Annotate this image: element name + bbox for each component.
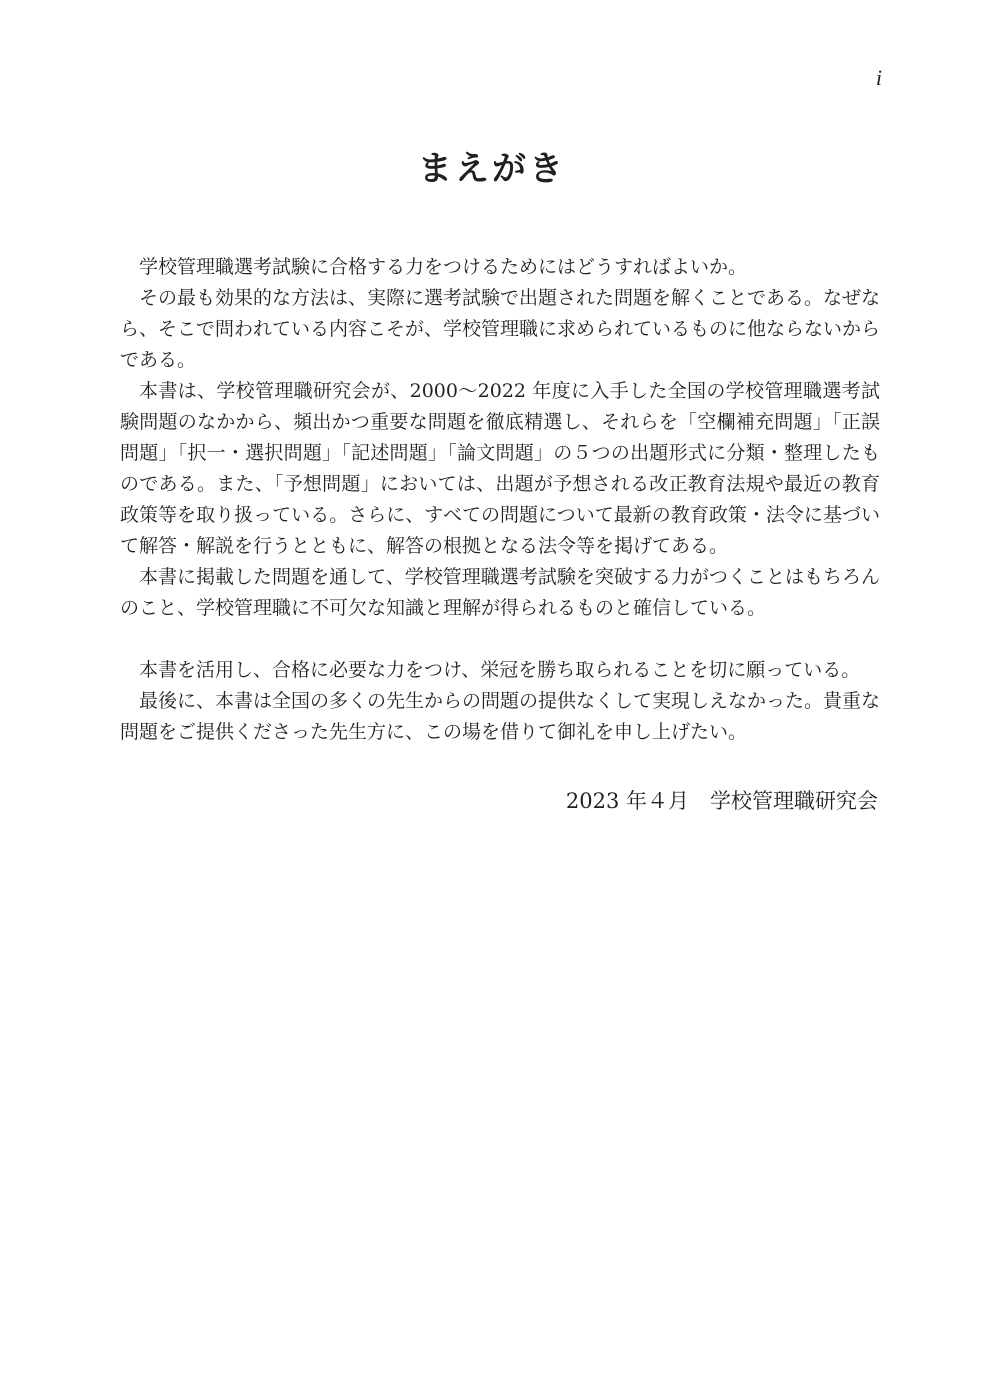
paragraph-method: その最も効果的な方法は、実際に選考試験で出題された問題を解くことである。なぜなら、そこで問われている内容こそが、学校管理職に求められているものに他ならないからである。 (120, 287, 881, 371)
paragraph-thanks: 最後に、本書は全国の多くの先生からの問題の提供なくして実現しえなかった。貴重な問題をご提供くださった先生方に、この場を借りて御礼を申し上げたい。 (120, 690, 881, 743)
page-title: まえがき (418, 149, 566, 189)
preface-body (120, 252, 880, 748)
paragraph-book-content: 本書は、学校管理職研究会が、2000～2022 年度に入手した全国の学校管理職選考試験問題のなかから、頻出かつ重要な問題を徹底精選し、それらを「空欄補充問題」「正誤問題」「択一・選択問題」「記述問題」「論文問題」の５つの出題形式に分類・整理したものである。また、「予想問題」においては、出題が予想される改正教育法規や最近の教育政策等を取り扱っている。さらに、すべての問題について最新の教育政策・法令に基づいて解答・解説を行うとともに、解答の根拠となる法令等を掲げてある。 (120, 380, 880, 557)
paragraph-conviction: 本書に掲載した問題を通して、学校管理職選考試験を突破する力がつくことはもちろんのこと、学校管理職に不可欠な知識と理解が得られるものと確信している。 (120, 566, 880, 619)
page-number: i (875, 65, 882, 90)
signature-author: 学校管理職研究会 (710, 789, 878, 813)
paragraph-question: 学校管理職選考試験に合格する力をつけるためにはどうすればよいか。 (139, 256, 748, 278)
signature (120, 784, 878, 818)
signature-date: 2023 年４月 (565, 789, 689, 813)
paragraph-wish: 本書を活用し、合格に必要な力をつけ、栄冠を勝ち取られることを切に願っている。 (139, 659, 861, 681)
